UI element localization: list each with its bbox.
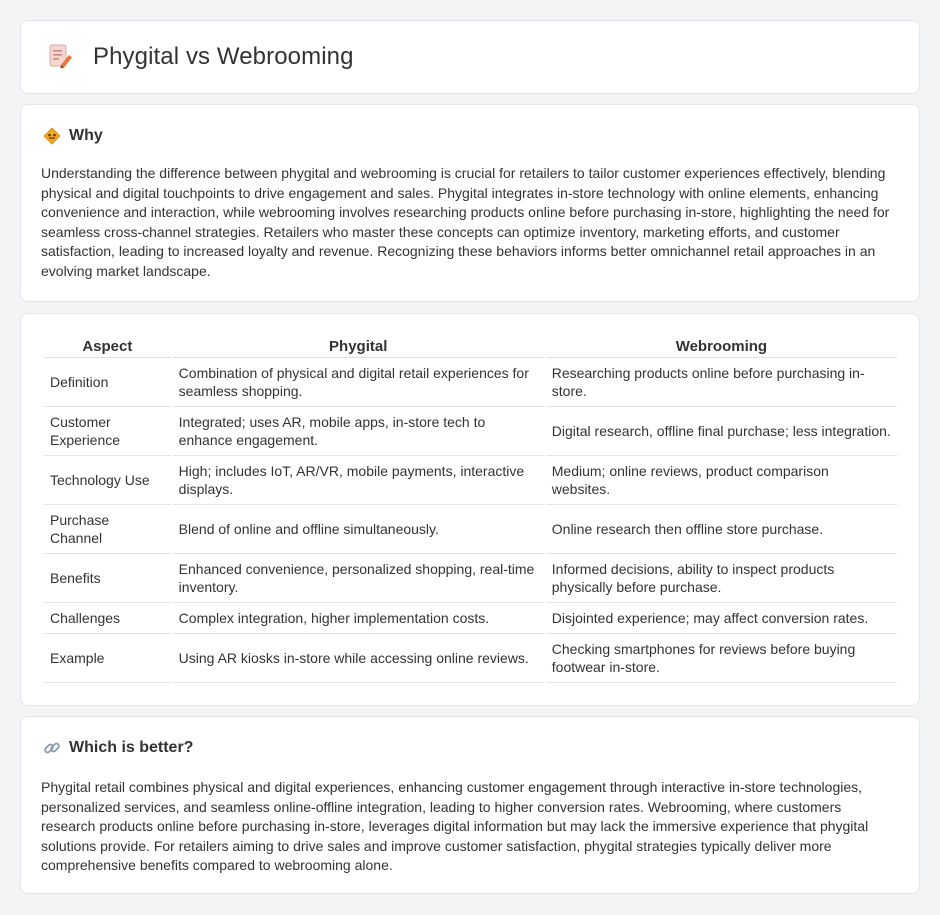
column-header-webrooming: Webrooming <box>546 336 897 358</box>
table-cell-webrooming: Digital research, offline final purchase; less integration. <box>546 407 897 456</box>
table-cell-aspect: Purchase Channel <box>44 505 171 554</box>
table-cell-phygital: Enhanced convenience, personalized shopping, real-time inventory. <box>173 554 544 603</box>
table-cell-webrooming: Informed decisions, ability to inspect products physically before purchase. <box>546 554 897 603</box>
table-cell-phygital: High; includes IoT, AR/VR, mobile payments, interactive displays. <box>173 456 544 505</box>
table-cell-aspect: Definition <box>44 358 171 407</box>
why-heading: Why <box>69 127 103 144</box>
table-cell-aspect: Challenges <box>44 603 171 634</box>
table-row <box>44 358 897 407</box>
which-is-better-card <box>20 716 920 894</box>
page-title: Phygital vs Webrooming <box>93 43 354 70</box>
table-cell-phygital: Integrated; uses AR, mobile apps, in-store tech to enhance engagement. <box>173 407 544 456</box>
diamond-sign-icon <box>43 127 61 145</box>
table-cell-aspect: Benefits <box>44 554 171 603</box>
table-row <box>44 603 897 634</box>
column-header-aspect: Aspect <box>44 336 171 358</box>
table-row <box>44 505 897 554</box>
table-cell-phygital: Combination of physical and digital retail experiences for seamless shopping. <box>173 358 544 407</box>
why-heading-row <box>43 127 103 145</box>
table-cell-phygital: Blend of online and offline simultaneously. <box>173 505 544 554</box>
better-heading-row <box>43 739 193 757</box>
table-cell-webrooming: Checking smartphones for reviews before buying footwear in-store. <box>546 634 897 683</box>
table-row <box>44 407 897 456</box>
table-cell-phygital: Using AR kiosks in-store while accessing online reviews. <box>173 634 544 683</box>
table-cell-aspect: Example <box>44 634 171 683</box>
table-cell-aspect: Customer Experience <box>44 407 171 456</box>
comparison-table <box>42 336 899 683</box>
column-header-phygital: Phygital <box>173 336 544 358</box>
table-cell-webrooming: Disjointed experience; may affect conversion rates. <box>546 603 897 634</box>
table-cell-webrooming: Researching products online before purchasing in-store. <box>546 358 897 407</box>
table-cell-aspect: Technology Use <box>44 456 171 505</box>
table-cell-webrooming: Medium; online reviews, product comparison websites. <box>546 456 897 505</box>
document-pencil-icon <box>47 43 73 71</box>
why-card <box>20 104 920 302</box>
title-card <box>20 20 920 94</box>
table-cell-webrooming: Online research then offline store purchase. <box>546 505 897 554</box>
better-paragraph: Phygital retail combines physical and digital experiences, enhancing customer engagement through interactive in-store technologies, personalized services, and seamless online-offline integration, leading to higher conversion rates. Webrooming, where customers research products online before purchasing in-store, leverages digital information but may lack the immersive experience that phygital solutions provide. For retailers aiming to drive sales and improve customer satisfaction, phygital strategies typically deliver more comprehensive benefits compared to webrooming alone. <box>41 779 869 874</box>
table-row <box>44 456 897 505</box>
title-wrap <box>47 43 354 71</box>
link-icon <box>43 739 61 757</box>
table-cell-phygital: Complex integration, higher implementation costs. <box>173 603 544 634</box>
table-row <box>44 634 897 683</box>
table-row <box>44 554 897 603</box>
table-header-row <box>44 336 897 358</box>
better-heading: Which is better? <box>69 739 194 756</box>
why-paragraph: Understanding the difference between phygital and webrooming is crucial for retailers to tailor customer experiences effectively, blending physical and digital touchpoints to drive engagement and sales. Phygital integrates in-store technology with online elements, enhancing convenience and interaction, while webrooming involves researching products online before purchasing in-store, highlighting the need for seamless cross-channel strategies. Retailers who master these concepts can optimize inventory, marketing efforts, and customer satisfaction, leading to increased loyalty and revenue. Recognizing these behaviors informs better omnichannel retail approaches in an evolving market landscape. <box>41 165 890 279</box>
comparison-card <box>20 313 920 706</box>
